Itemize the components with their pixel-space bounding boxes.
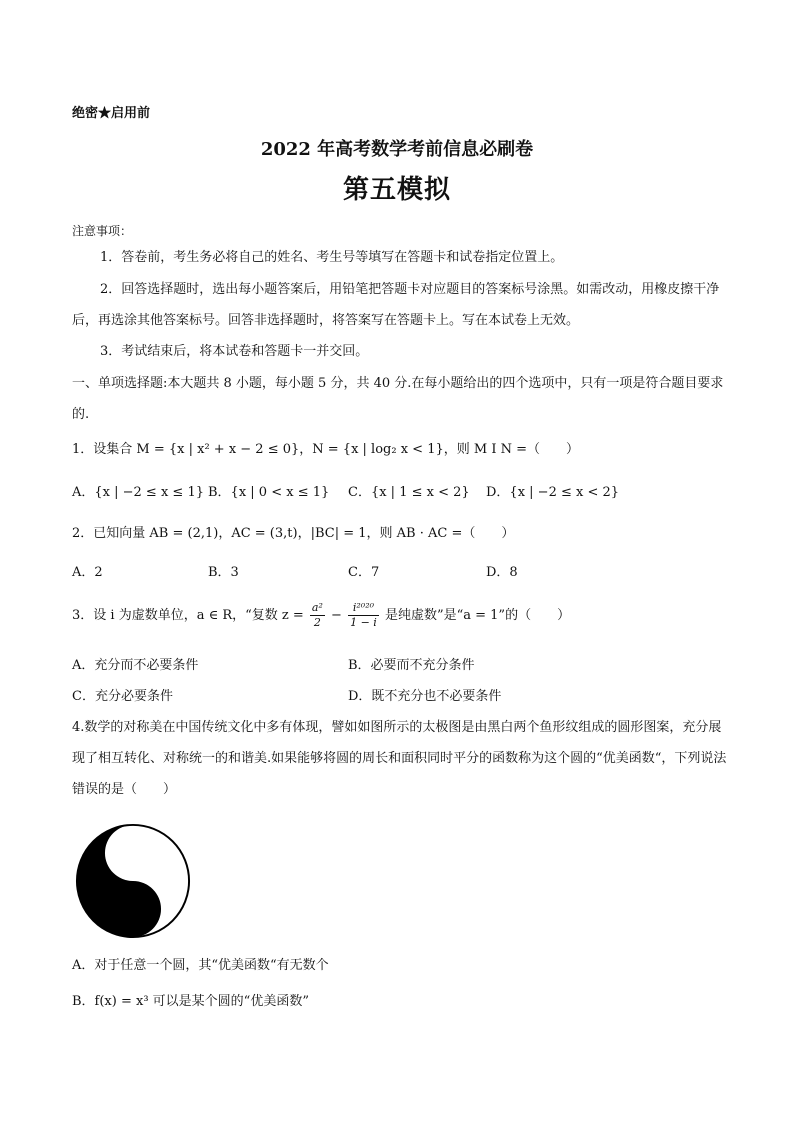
q1-option-d: D．{x | −2 ≤ x < 2} (486, 485, 620, 500)
question-3-stem (72, 596, 728, 636)
q3-minus: − (331, 608, 342, 623)
q3-fraction-1 (310, 601, 325, 630)
q3-stem-post: 是纯虚数”是“a = 1”的（ ） (384, 608, 571, 623)
q2-option-d: D．8 (486, 565, 518, 580)
q3-option-b: B．必要而不充分条件 (348, 658, 475, 673)
question-2-options (72, 561, 732, 581)
q1-option-c: C．{x | 1 ≤ x < 2} (348, 485, 470, 500)
q3-fraction-2-denominator: 1 − i (350, 616, 377, 629)
secret-label: 绝密★启用前 (72, 106, 151, 121)
q2-option-a: A．2 (72, 565, 103, 580)
exam-subtitle: 第五模拟 (342, 175, 451, 205)
question-3-options-row-2 (72, 685, 732, 705)
taiji-figure (74, 822, 192, 940)
q2-option-c: C．7 (348, 565, 380, 580)
q3-fraction-1-numerator: a² (311, 601, 323, 614)
q3-stem-pre: 3．设 i 为虚数单位，a ∈ R，“复数 z = (72, 608, 304, 623)
question-4-stem: 4.数学的对称美在中国传统文化中多有体现，譬如如图所示的太极图是由黑白两个鱼形纹组成的圆形图案，充分展现了相互转化、对称统一的和谐美.如果能够将圆的周长和面积同时平分的函数称为这个圆的“优美函数“，下列说法错误的是（ ） (72, 720, 727, 797)
question-3-options-row-1 (72, 654, 732, 674)
q3-fraction-2-numerator: i²⁰²⁰ (348, 601, 379, 616)
note-item-3: 3．考试结束后，将本试卷和答题卡一并交回。 (100, 344, 369, 359)
q3-fraction-2 (348, 601, 379, 630)
q4-option-b: B．f(x) = x³ 可以是某个圆的“优美函数” (72, 994, 309, 1009)
question-1-options (72, 481, 732, 501)
q1-option-b: B．{x | 0 < x ≤ 1} (208, 485, 330, 500)
question-2-stem: 2．已知向量 AB = (2,1)，AC = (3,t)，|BC| = 1，则 AB · AC =（ ） (72, 526, 515, 541)
q3-option-a: A．充分而不必要条件 (72, 658, 199, 673)
section-heading: 一、单项选择题:本大题共 8 小题，每小题 5 分，共 40 分.在每小题给出的四个选项中，只有一项是符合题目要求的. (72, 376, 724, 422)
exam-title: 2022 年高考数学考前信息必刷卷 (260, 139, 534, 160)
question-1-stem: 1．设集合 M = {x | x² + x − 2 ≤ 0}，N = {x | log₂ x < 1}，则 M I N =（ ） (72, 442, 579, 457)
q3-option-d: D．既不充分也不必要条件 (348, 689, 502, 704)
notes-heading: 注意事项： (72, 224, 133, 238)
q1-option-a: A．{x | −2 ≤ x ≤ 1} (72, 485, 204, 500)
note-item-1: 1．答卷前，考生务必将自己的姓名、考生号等填写在答题卡和试卷指定位置上。 (100, 250, 564, 265)
note-item-2: 2．回答选择题时，选出每小题答案后，用铅笔把答题卡对应题目的答案标号涂黑。如需改动，用橡皮擦干净后，再选涂其他答案标号。回答非选择题时，将答案写在答题卡上。写在本试卷上无效。 (72, 282, 720, 328)
q4-option-a: A．对于任意一个圆，其“优美函数“有无数个 (72, 958, 329, 973)
q3-fraction-1-denominator: 2 (313, 616, 321, 629)
q2-option-b: B．3 (208, 565, 239, 580)
q3-option-c: C．充分必要条件 (72, 689, 173, 704)
